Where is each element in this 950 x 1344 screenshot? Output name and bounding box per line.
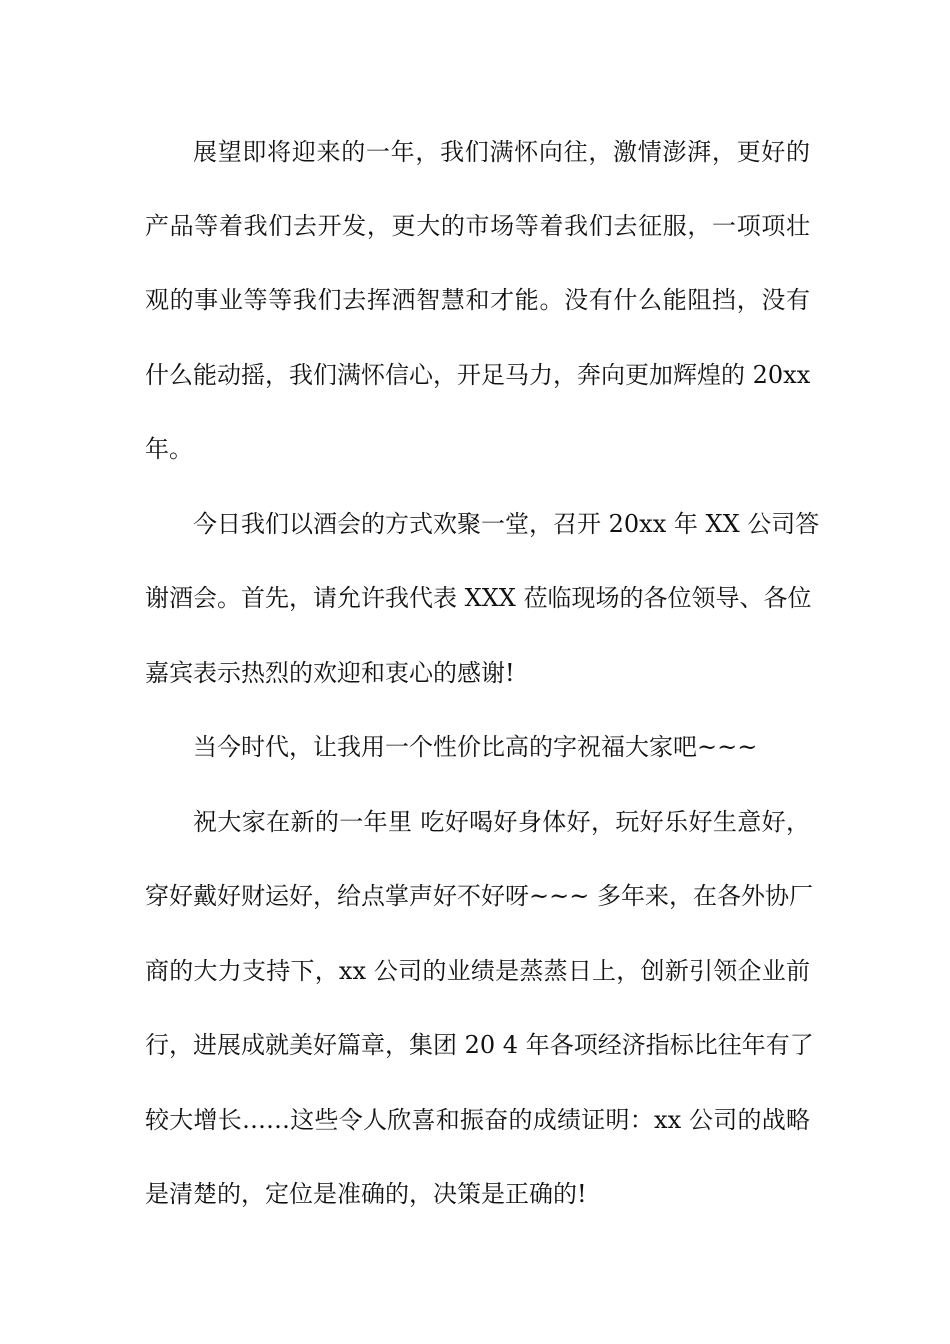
paragraph-4-line-4: 行，进展成就美好篇章，集团 20 4 年各项经济指标比往年有了 (145, 1031, 814, 1059)
paragraph-3-line-1: 当今时代，让我用一个性价比高的字祝福大家吧~~~ (193, 733, 758, 761)
paragraph-1-line-1: 展望即将迎来的一年，我们满怀向往，激情澎湃，更好的 (193, 138, 810, 166)
paragraph-4-line-1: 祝大家在新的一年里 吃好喝好身体好，玩好乐好生意好， (193, 808, 810, 836)
paragraph-4-line-2: 穿好戴好财运好，给点掌声好不好呀~~~ 多年来，在各外协厂 (145, 882, 813, 910)
paragraph-2-line-3: 嘉宾表示热烈的欢迎和衷心的感谢! (145, 659, 515, 687)
paragraph-1-line-2: 产品等着我们去开发，更大的市场等着我们去征服，一项项壮 (145, 212, 810, 240)
paragraph-1-line-3: 观的事业等等我们去挥洒智慧和才能。没有什么能阻挡，没有 (145, 286, 810, 314)
paragraph-4-line-3: 商的大力支持下，xx 公司的业绩是蒸蒸日上，创新引领企业前 (145, 957, 810, 985)
paragraph-2-line-1: 今日我们以酒会的方式欢聚一堂，召开 20xx 年 XX 公司答 (193, 510, 820, 538)
paragraph-4-line-5: 较大增长……这些令人欣喜和振奋的成绩证明：xx 公司的战略 (145, 1106, 810, 1134)
paragraph-1-line-5: 年。 (145, 435, 193, 463)
paragraph-4-line-6: 是清楚的，定位是准确的，决策是正确的! (145, 1180, 587, 1208)
paragraph-1-line-4: 什么能动摇，我们满怀信心，开足马力，奔向更加辉煌的 20xx (145, 361, 811, 389)
paragraph-2-line-2: 谢酒会。首先，请允许我代表 XXX 莅临现场的各位领导、各位 (145, 584, 812, 612)
